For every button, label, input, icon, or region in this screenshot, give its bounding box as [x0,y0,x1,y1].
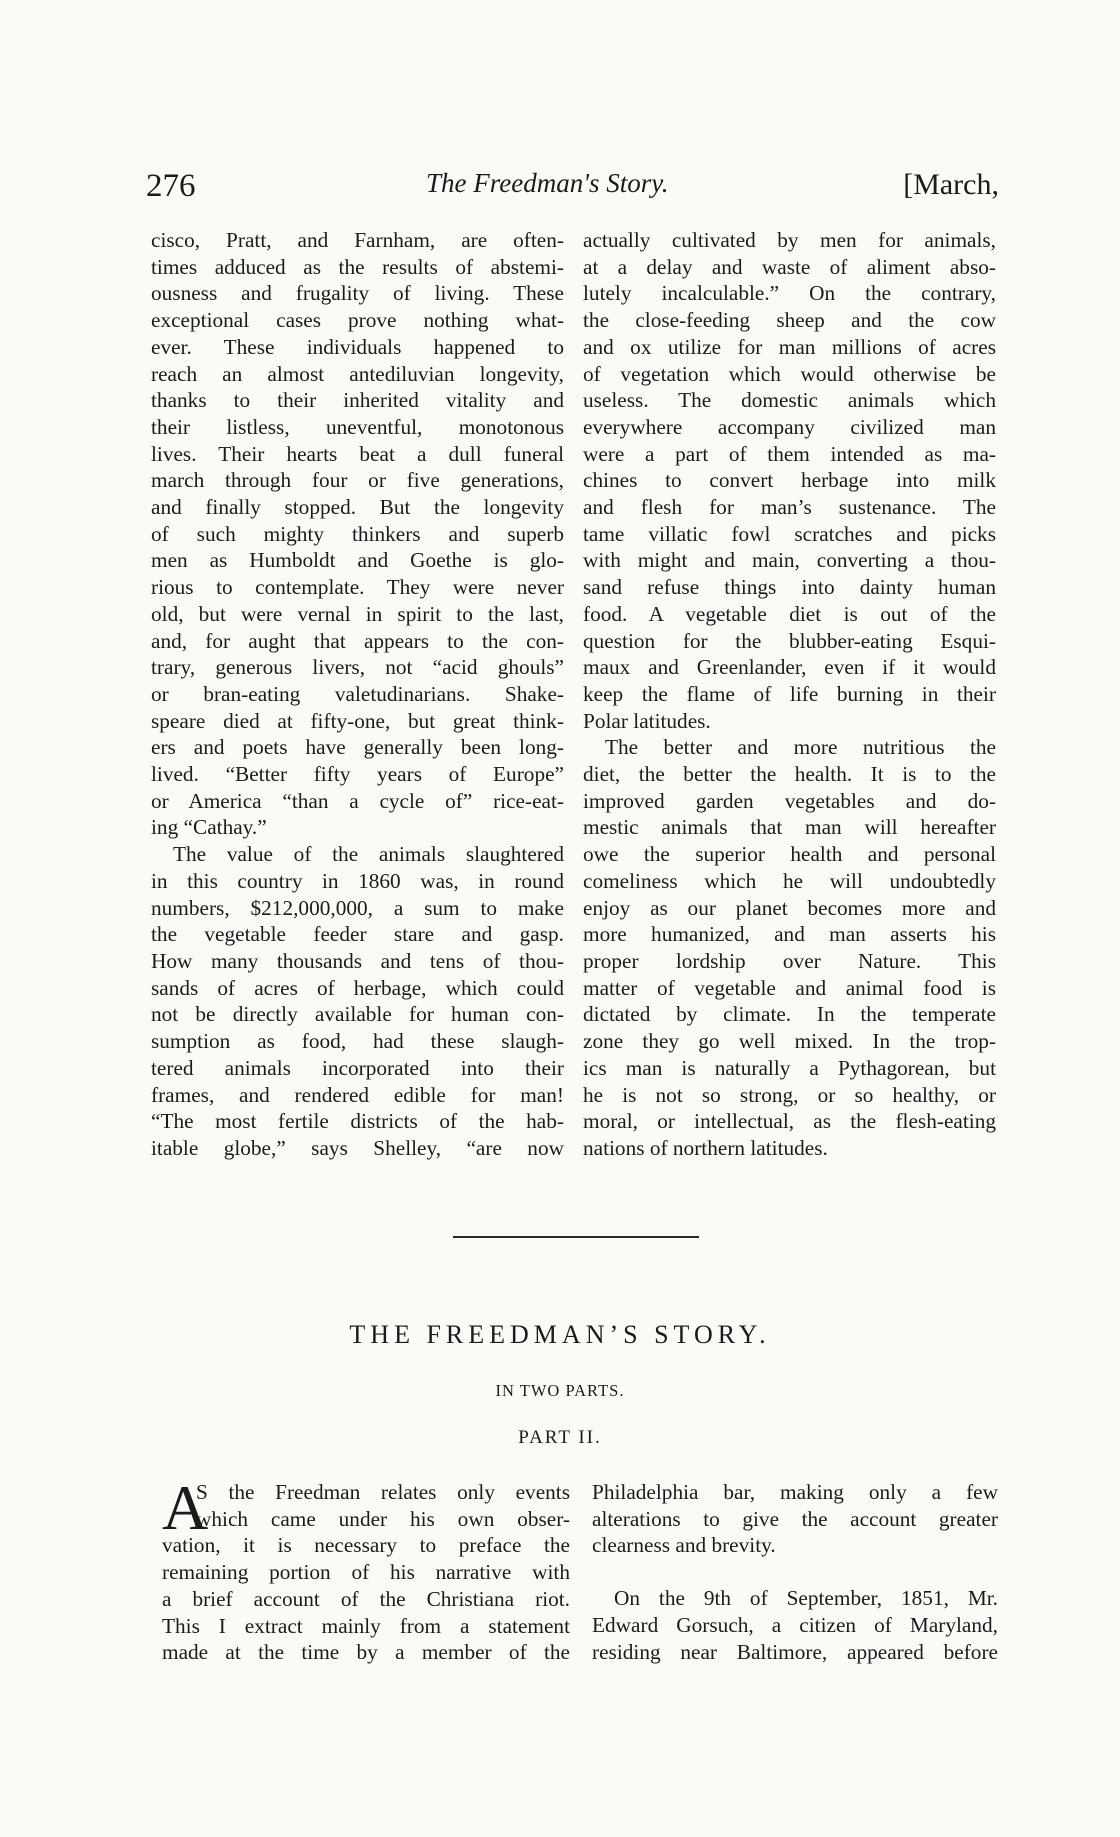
text-line: of such mighty thinkers and superb [151,521,564,546]
text-line: made at the time by a member of the [162,1640,570,1665]
article-subtitle: IN TWO PARTS. [495,1381,625,1400]
article-part: PART II. [518,1427,602,1448]
text-line: in this country in 1860 was, in round [151,868,564,893]
text-line: a brief account of the Christiana riot. [162,1586,570,1611]
text-line: with might and main, converting a thou- [583,548,996,573]
text-line: maux and Greenlander, even if it would [583,655,996,680]
top-left-column [151,227,564,1162]
text-line: speare died at fifty-one, but great think- [151,708,564,733]
text-line: thanks to their inherited vitality and [151,388,564,413]
text-line: ousness and frugality of living. These [151,281,564,306]
text-line: comeliness which he will undoubtedly [583,868,996,893]
text-line: ics man is naturally a Pythagorean, but [583,1055,996,1080]
text-line: and, for aught that appears to the con- [151,628,564,653]
text-line: and ox utilize for man millions of acres [583,334,996,359]
text-line: reach an almost antediluvian longevity, [151,361,564,386]
text-line: old, but were vernal in spirit to the last, [151,601,564,626]
text-line: or bran-eating valetudinarians. Shake- [151,681,564,706]
text-line: The better and more nutritious the [605,735,996,760]
text-line: actually cultivated by men for animals, [583,228,996,252]
page-number: 276 [146,168,196,204]
text-line: the close-feeding sheep and the cow [583,308,996,333]
bottom-left-column [162,1472,570,1666]
text-line: more humanized, and man asserts his [583,922,996,947]
text-line: food. A vegetable diet is out of the [583,601,996,626]
text-line: matter of vegetable and animal food is [583,975,996,1000]
text-line: ing “Cathay.” [151,815,267,840]
text-line: “The most fertile districts of the hab- [151,1109,564,1134]
text-line: Philadelphia bar, making only a few [592,1480,998,1504]
text-line: exceptional cases prove nothing what- [151,308,564,333]
text-line: times adduced as the results of abstemi- [151,254,564,279]
text-line: numbers, $212,000,000, a sum to make [151,895,564,920]
text-line: mestic animals that man will hereafter [583,815,996,840]
text-line: tered animals incorporated into their [151,1055,564,1080]
text-line: at a delay and waste of aliment abso- [583,254,996,279]
text-line: On the 9th of September, 1851, Mr. [614,1586,998,1611]
bottom-right-column [592,1479,998,1665]
text-line: zone they go well mixed. In the trop- [583,1029,996,1054]
text-line: Edward Gorsuch, a citizen of Maryland, [592,1612,998,1637]
text-line: trary, generous livers, not “acid ghouls” [151,655,564,680]
text-line: useless. The domestic animals which [583,388,996,413]
text-line: were a part of them intended as ma- [583,441,996,466]
text-line: sand refuse things into dainty human [583,575,996,600]
text-line: everywhere accompany civilized man [583,414,996,439]
text-line: and flesh for man’s sustenance. The [583,495,996,520]
text-line: sands of acres of herbage, which could [151,975,564,1000]
text-line: which came under his own obser- [196,1506,570,1531]
top-right-column [583,227,996,1162]
text-line: sumption as food, had these slaugh- [151,1029,564,1054]
text-line: improved garden vegetables and do- [583,788,996,813]
text-line: and finally stopped. But the longevity [151,495,564,520]
text-line: How many thousands and tens of thou- [151,948,564,973]
text-line: he is not so strong, or so healthy, or [583,1082,996,1107]
text-line: diet, the better the health. It is to the [583,762,996,787]
text-line: their listless, uneventful, monotonous [151,414,564,439]
article-title: THE FREEDMAN’S STORY. [349,1320,771,1349]
text-line: moral, or intellectual, as the flesh-eating [583,1109,996,1134]
text-line: the vegetable feeder stare and gasp. [151,922,564,947]
running-header [146,168,999,218]
text-line: enjoy as our planet becomes more and [583,895,996,920]
text-line: lives. Their hearts beat a dull funeral [151,441,564,466]
text-line: question for the blubber-eating Esqui- [583,628,996,653]
text-line: not be directly available for human con- [151,1002,564,1027]
paragraph-gap [592,1559,998,1585]
text-line: Polar latitudes. [583,708,711,733]
text-line: tame villatic fowl scratches and picks [583,521,996,546]
text-line: lutely incalculable.” On the contrary, [583,281,996,306]
text-line: itable globe,” says Shelley, “are now [151,1135,564,1160]
text-line: or America “than a cycle of” rice-eat- [151,788,564,813]
drop-cap: A [162,1472,209,1543]
text-line: march through four or five generations, [151,468,564,493]
text-line: nations of northern latitudes. [583,1135,828,1160]
text-line: men as Humboldt and Goethe is glo- [151,548,564,573]
text-line: remaining portion of his narrative with [162,1560,570,1585]
text-line: lived. “Better fifty years of Europe” [151,762,564,787]
text-line: frames, and rendered edible for man! [151,1082,564,1107]
text-line: alterations to give the account greater [592,1506,998,1531]
text-line: This I extract mainly from a statement [162,1613,570,1638]
text-line: ers and poets have generally been long- [151,735,564,760]
text-line: ever. These individuals happened to [151,334,564,359]
text-line: S the Freedman relates only events [196,1480,570,1504]
running-title: The Freedman's Story. [426,168,669,198]
text-line: cisco, Pratt, and Farnham, are often- [151,228,564,252]
section-divider [453,1236,699,1238]
text-line: rious to contemplate. They were never [151,575,564,600]
text-line: The value of the animals slaughtered [173,842,564,867]
text-line: residing near Baltimore, appeared before [592,1639,998,1664]
text-line: of vegetation which would otherwise be [583,361,996,386]
text-line: owe the superior health and personal [583,842,996,867]
text-line: vation, it is necessary to preface the [162,1533,570,1558]
text-line: clearness and brevity. [592,1533,776,1558]
text-line: proper lordship over Nature. This [583,948,996,973]
header-month: [March, [903,168,999,201]
text-line: keep the flame of life burning in their [583,681,996,706]
text-line: chines to convert herbage into milk [583,468,996,493]
text-line: dictated by climate. In the temperate [583,1002,996,1027]
